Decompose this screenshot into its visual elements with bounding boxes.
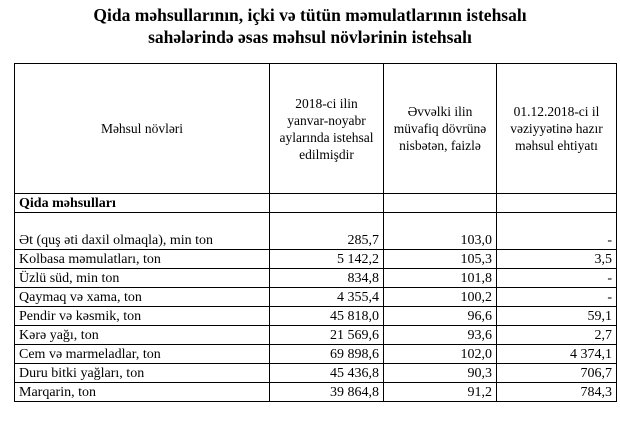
title-line-2: sahələrində əsas məhsul növlərinin istehsalı xyxy=(148,27,472,47)
row-percent: 96,6 xyxy=(384,307,497,326)
table-row xyxy=(15,364,617,383)
section-label: Qida məhsulları xyxy=(15,194,270,213)
row-stock: 784,3 xyxy=(497,383,617,402)
row-production: 69 898,6 xyxy=(270,345,384,364)
row-percent: 105,3 xyxy=(384,250,497,269)
row-production: 45 818,0 xyxy=(270,307,384,326)
row-stock: 706,7 xyxy=(497,364,617,383)
row-production: 834,8 xyxy=(270,269,384,288)
row-stock: - xyxy=(497,213,617,250)
row-percent: 102,0 xyxy=(384,345,497,364)
row-production: 5 142,2 xyxy=(270,250,384,269)
row-production: 285,7 xyxy=(270,213,384,250)
header-percent: Əvvəlki ilin müvafiq dövrünə nisbətən, faizlə xyxy=(384,64,497,194)
table-row xyxy=(15,213,617,250)
title-line-1: Qida məhsullarının, içki və tütün məmulatlarının istehsalı xyxy=(93,5,527,25)
row-stock: 59,1 xyxy=(497,307,617,326)
row-production: 4 355,4 xyxy=(270,288,384,307)
row-name: Üzlü süd, min ton xyxy=(15,269,270,288)
row-name: Duru bitki yağları, ton xyxy=(15,364,270,383)
table-row xyxy=(15,307,617,326)
table-row xyxy=(15,288,617,307)
row-percent: 101,8 xyxy=(384,269,497,288)
row-percent: 90,3 xyxy=(384,364,497,383)
row-production: 39 864,8 xyxy=(270,383,384,402)
table-row xyxy=(15,269,617,288)
header-production: 2018-ci ilin yanvar-noyabr aylarında istehsal edilmişdir xyxy=(270,64,384,194)
row-percent: 100,2 xyxy=(384,288,497,307)
row-stock: 4 374,1 xyxy=(497,345,617,364)
table-row xyxy=(15,345,617,364)
row-name: Cem və marmeladlar, ton xyxy=(15,345,270,364)
section-row xyxy=(15,194,617,213)
production-table xyxy=(14,63,617,402)
row-name: Qaymaq və xama, ton xyxy=(15,288,270,307)
table-row xyxy=(15,326,617,345)
row-name: Kolbasa məmulatları, ton xyxy=(15,250,270,269)
row-stock: - xyxy=(497,269,617,288)
row-name: Marqarin, ton xyxy=(15,383,270,402)
row-stock: - xyxy=(497,288,617,307)
table-header-row xyxy=(15,64,617,194)
row-name: Kərə yağı, ton xyxy=(15,326,270,345)
row-production: 21 569,6 xyxy=(270,326,384,345)
row-percent: 91,2 xyxy=(384,383,497,402)
header-product-types: Məhsul növləri xyxy=(15,64,270,194)
row-production: 45 436,8 xyxy=(270,364,384,383)
table-row xyxy=(15,383,617,402)
row-stock: 3,5 xyxy=(497,250,617,269)
row-name: Ət (quş əti daxil olmaqla), min ton xyxy=(15,213,270,250)
header-stock: 01.12.2018-ci il vəziyyətinə hazır məhsul ehtiyatı xyxy=(497,64,617,194)
row-percent: 93,6 xyxy=(384,326,497,345)
row-percent: 103,0 xyxy=(384,213,497,250)
table-row xyxy=(15,250,617,269)
row-name: Pendir və kəsmik, ton xyxy=(15,307,270,326)
row-stock: 2,7 xyxy=(497,326,617,345)
document-title xyxy=(0,4,620,48)
